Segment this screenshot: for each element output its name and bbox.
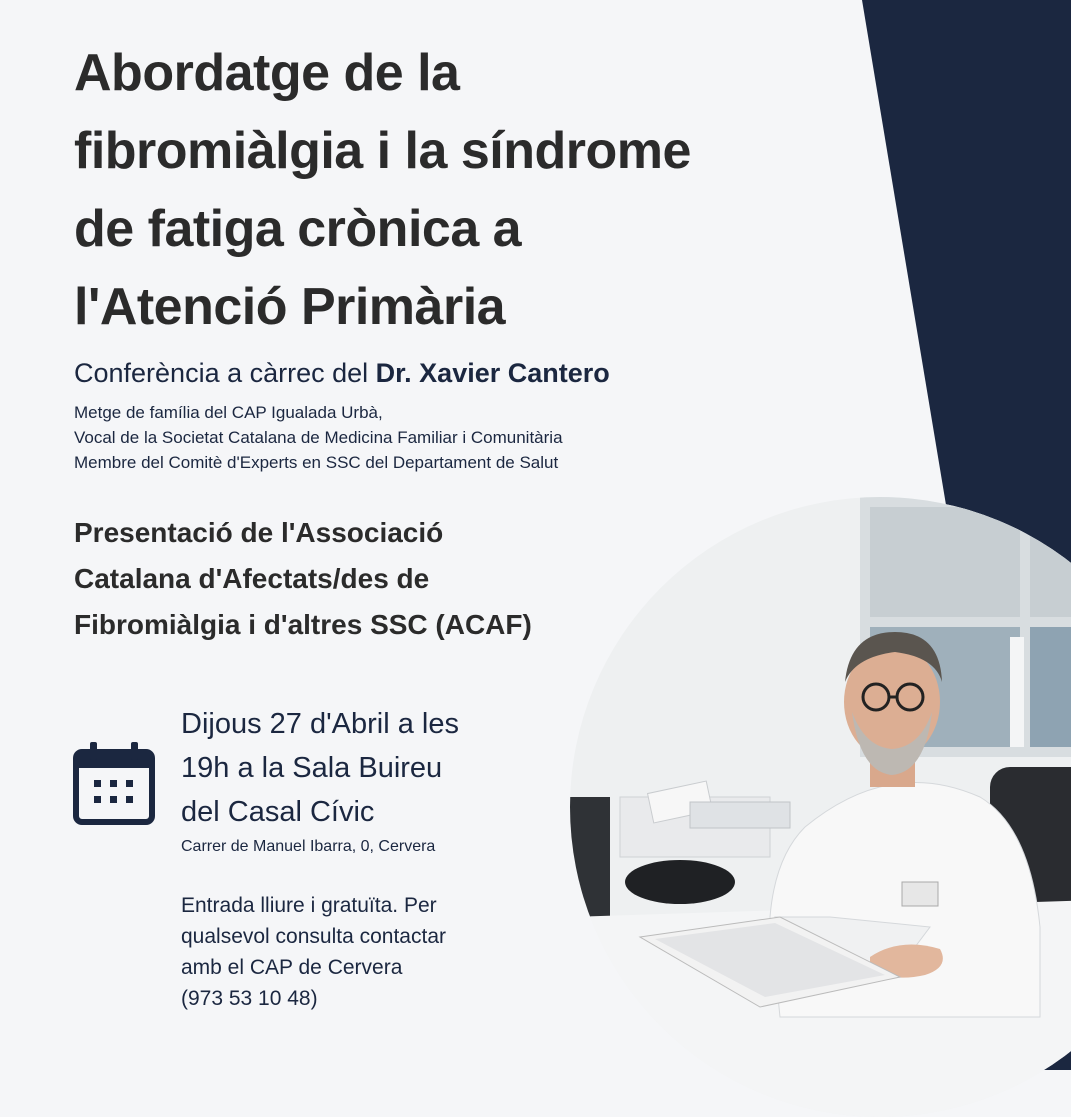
entry-line: qualsevol consulta contactar (181, 925, 446, 948)
entry-info (181, 890, 551, 1014)
presentation-line: Catalana d'Afectats/des de (74, 563, 430, 594)
speaker-role: Vocal de la Societat Catalana de Medicina Familiar i Comunitària (74, 428, 563, 447)
event-line: del Casal Cívic (181, 796, 375, 828)
title-line: Abordatge de la (74, 44, 460, 102)
entry-line: (973 53 10 48) (181, 987, 318, 1010)
conference-line (74, 358, 834, 389)
speaker-role: Metge de família del CAP Igualada Urbà, (74, 403, 383, 422)
speaker-role: Membre del Comitè d'Experts en SSC del Departament de Salut (74, 453, 559, 472)
event-line: Dijous 27 d'Abril a les (181, 708, 459, 740)
entry-line: amb el CAP de Cervera (181, 956, 403, 979)
presentation-line: Presentació de l'Associació (74, 517, 444, 548)
speaker-roles (74, 400, 834, 475)
event-address: Carrer de Manuel Ibarra, 0, Cervera (181, 838, 436, 855)
title-line: de fatiga crònica a (74, 200, 522, 258)
conference-prefix: Conferència a càrrec del (74, 358, 376, 388)
calendar-icon (72, 740, 156, 826)
event-details (181, 702, 561, 834)
presentation-line: Fibromiàlgia i d'altres SSC (ACAF) (74, 609, 532, 640)
entry-line: Entrada lliure i gratuïta. Per (181, 894, 437, 917)
speaker-name: Dr. Xavier Cantero (375, 358, 610, 388)
title-line: fibromiàlgia i la síndrome (74, 122, 691, 180)
event-line: 19h a la Sala Buireu (181, 752, 443, 784)
title-line: l'Atenció Primària (74, 278, 506, 336)
event-title (74, 34, 834, 346)
presentation-block (74, 510, 634, 648)
